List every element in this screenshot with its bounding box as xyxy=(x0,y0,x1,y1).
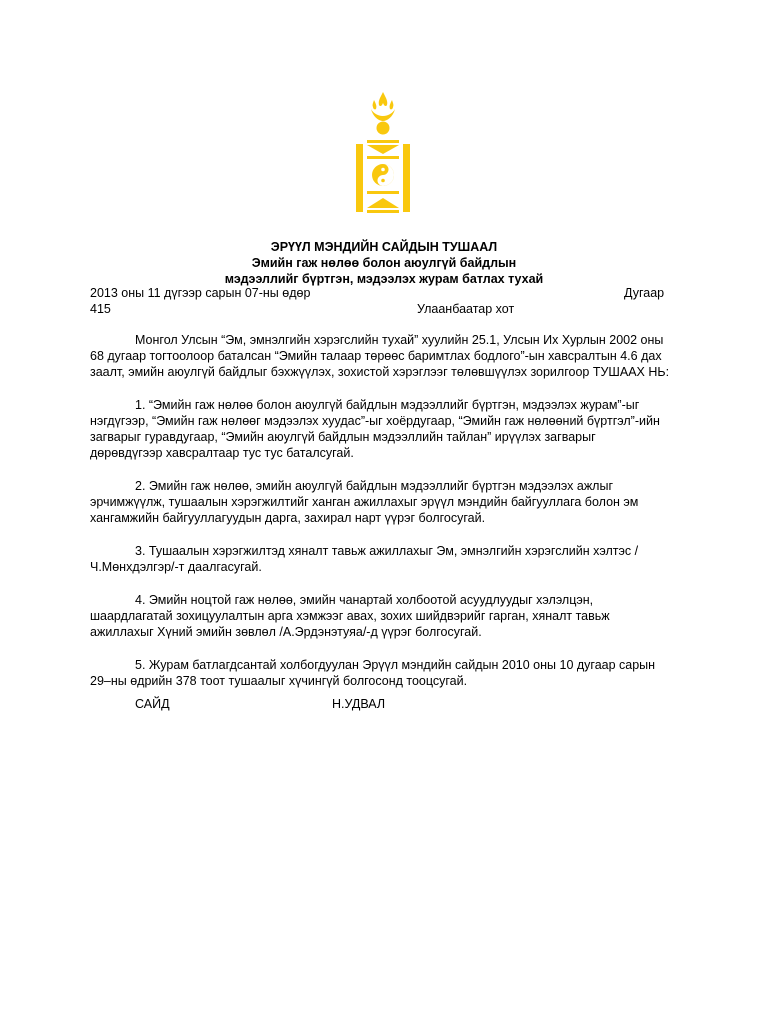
clause-paragraph-5: 5. Журам батлагдсантай холбогдуулан Эрүүл мэндийн сайдын 2010 оны 10 дугаар сарын 29–ны өдрийн 378 тоот тушаалыг хүчингүй болгосонд тооцсугай. xyxy=(90,658,656,688)
signature-title: САЙД xyxy=(135,697,170,711)
clause-paragraph-1: 1. “Эмийн гаж нөлөө болон аюулгүй байдлын мэдээллийг бүртгэн, мэдээлэх журам”-ыг нэгдүгээр, “Эмийн гаж нөлөөг мэдээлэх хуудас”-ыг хоёрдугаар, “Эмийн гаж нөлөөний бүртгэл”-ийн загварыг гуравдугаар, “Эмийн аюулгүй байдлын мэдээллийн тайлан” ирүүлэх загварыг дөрөвдүгээр хавсралтаар тус тус баталсугай. xyxy=(90,398,660,460)
signature-block xyxy=(135,696,535,712)
document-title: ЭРҮҮЛ МЭНДИЙН САЙДЫН ТУШААЛ xyxy=(270,240,498,254)
document-number-value: 415 xyxy=(90,302,111,316)
document-date: 2013 оны 11 дүгээр сарын 07-ны өдөр xyxy=(90,286,311,300)
document-meta xyxy=(90,285,670,317)
document-subtitle-line2: мэдээллийг бүртгэн, мэдээлэх журам батлах тухай xyxy=(224,272,544,286)
document-body xyxy=(90,332,670,706)
clause-paragraph-3: 3. Тушаалын хэрэгжилтэд хяналт тавьж ажиллахыг Эм, эмнэлгийн хэрэгслийн хэлтэс /Ч.Мөнхдэлгэр/-т даалгасугай. xyxy=(90,544,639,574)
document-subtitle-line1: Эмийн гаж нөлөө болон аюулгүй байдлын xyxy=(251,256,517,270)
clause-paragraph-4: 4. Эмийн ноцтой гаж нөлөө, эмийн чанартай холбоотой асуудлуудыг хэлэлцэн, шаардлагатай зохицуулалтын арга хэмжээг авах, зохих шийдвэрийг гарган, хяналт тавьж ажиллахыг Хүний эмийн зөвлөл /А.Эрдэнэтуяа/-д үүрэг болгосугай. xyxy=(90,593,610,639)
document-number-label: Дугаар xyxy=(624,286,665,300)
clause-paragraph-2: 2. Эмийн гаж нөлөө, эмийн аюулгүй байдлын мэдээллийг бүртгэн мэдээлэх ажлыг эрчимжүүлж, тушаалын хэрэгжилтийг ханган ажиллахыг эрүүл мэндийн байгууллага болон эм хангамжийн байгууллагуудын дарга, захирал нарт үүрэг болгосугай. xyxy=(90,479,639,525)
title-block xyxy=(0,239,768,287)
signature-name: Н.УДВАЛ xyxy=(332,697,386,711)
preamble-paragraph: Монгол Улсын “Эм, эмнэлгийн хэрэгслийн тухай” хуулийн 25.1, Улсын Их Хурлын 2002 оны 68 дугаар тогтоолоор баталсан “Эмийн талаар төрөөс баримтлах бодлого”-ын хавсралтын 4.6 дах заалт, эмийн аюулгүй байдлыг бэхжүүлэх, зохистой хэрэглээг төлөвшүүлэх зорилгоор ТУШААХ НЬ: xyxy=(90,333,670,379)
document-city: Улаанбаатар хот xyxy=(417,302,515,316)
soyombo-emblem-icon xyxy=(353,90,413,214)
